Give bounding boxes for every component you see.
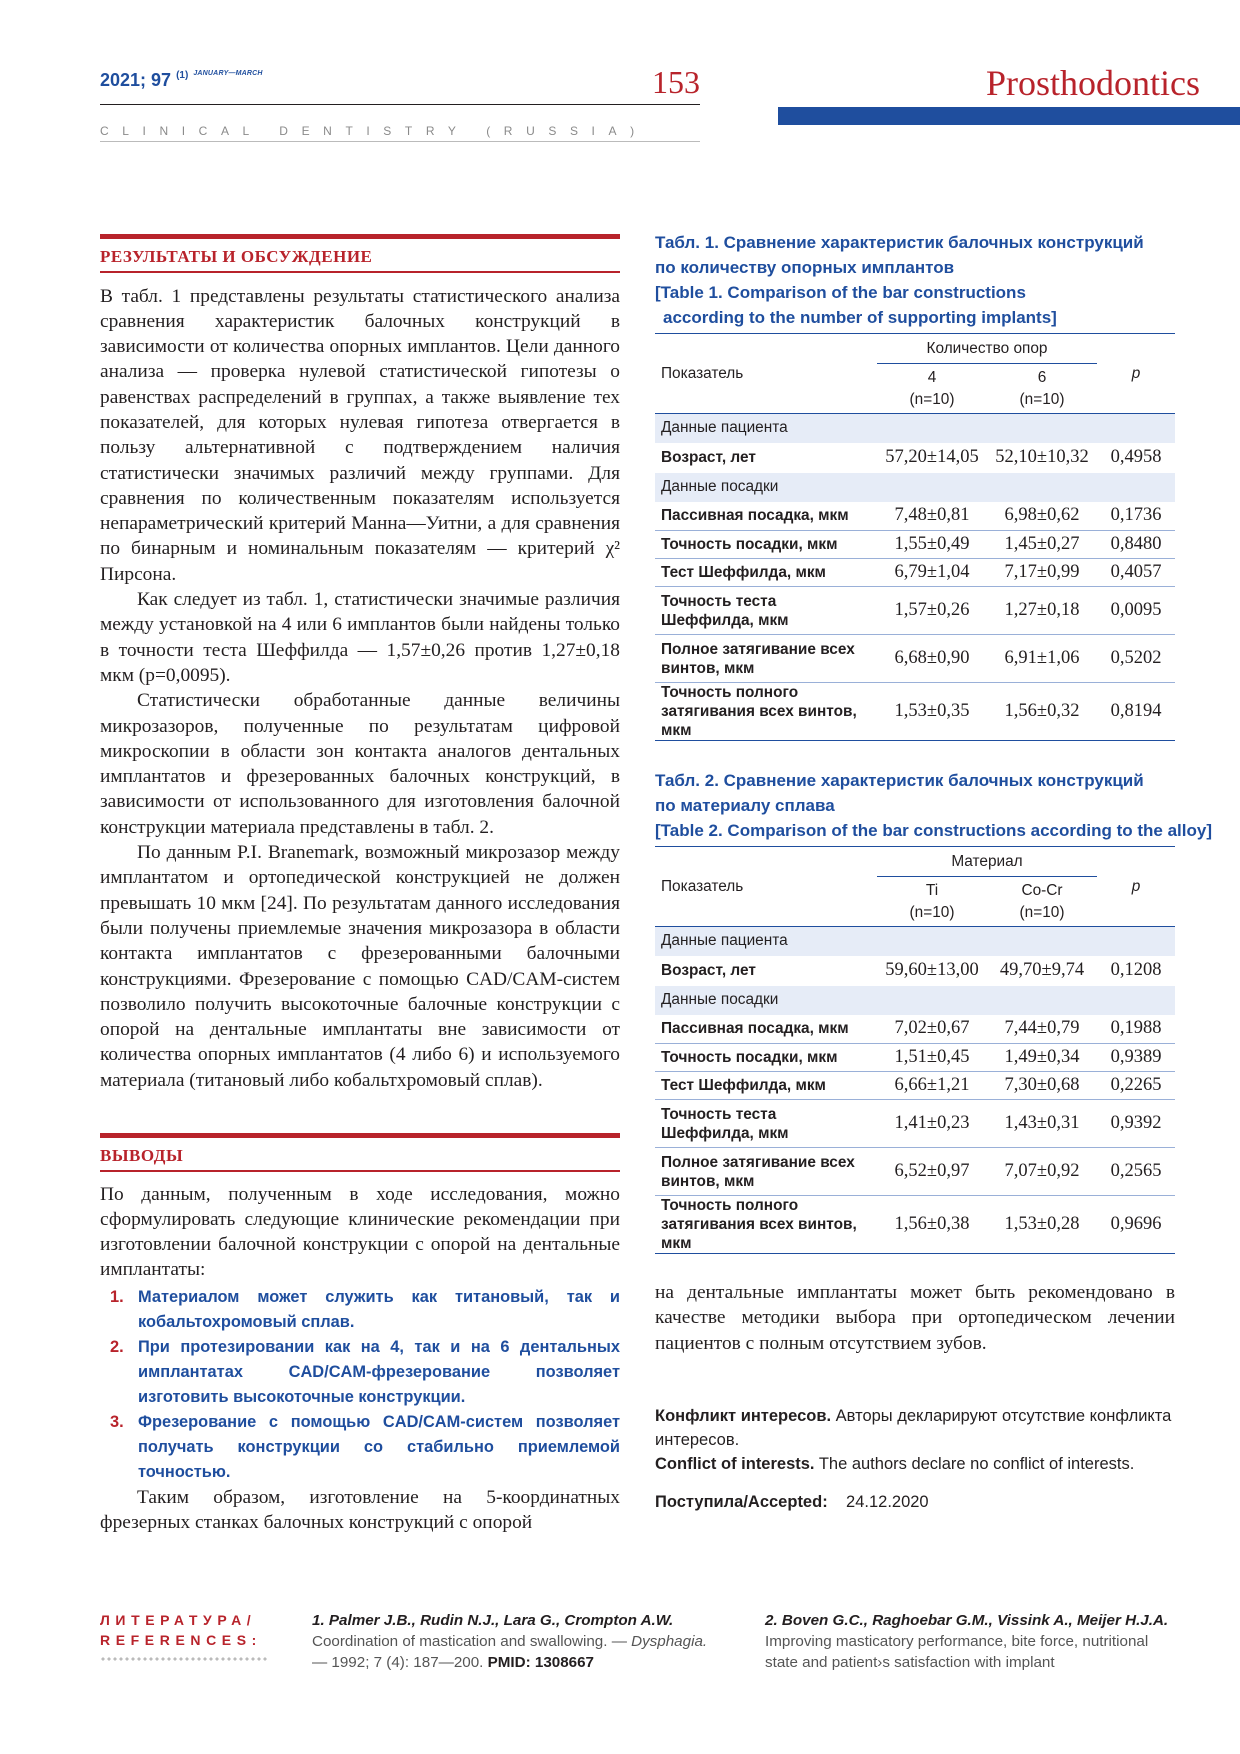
table-row: Возраст, лет 59,60±13,00 49,70±9,74 0,1208 <box>661 960 1162 980</box>
conclusions-list <box>100 1285 620 1485</box>
references-dots <box>100 1656 268 1662</box>
references-heading: ЛИТЕРАТУРА/ REFERENCES: <box>100 1612 262 1648</box>
table-row: Возраст, лет 57,20±14,05 52,10±10,32 0,4958 <box>661 447 1162 467</box>
column-header-indicator: Показатель <box>655 847 877 927</box>
section-rule <box>100 234 620 239</box>
conclusions-intro: По данным, полученным в ходе исследования, можно сформулировать следующие клинические рекомендации при изготовлении балочной конструкции с опорой на дентальные имплантаты: <box>100 1183 620 1281</box>
results-paragraph-3: Статистически обработанные данные величины микрозазоров, полученные по результатам цифровой микроскопии в области зон контакта аналогов дентальных имплантатов и фрезерованных балочных конструкций, в зависимости от использованного для изготовления балочной конструкции материала представлены в табл. 2. <box>100 690 620 838</box>
group-row-fit: Данные посадки <box>655 473 1175 502</box>
accepted-date: Поступила/Accepted: 24.12.2020 <box>655 1493 929 1511</box>
table-row: Полное затягивание всех винтов, мкм 6,68±0,90 6,91±1,06 0,5202 <box>655 635 1175 683</box>
list-item: 2. При протезировании как на 4, так и на 6 дентальных имплантатах CAD/CAM-фрезерование позволяет изготовить высокоточные конструкции. <box>110 1337 620 1406</box>
conflict-en: Conflict of interests. The authors declare no conflict of interests. <box>655 1455 1135 1473</box>
section-rule-thin <box>100 271 620 273</box>
results-section <box>100 234 620 1093</box>
column-group-header: Количество опор <box>877 334 1097 364</box>
column-header-p: p <box>1097 334 1175 414</box>
issue-number: (1) <box>176 70 189 81</box>
table-row: Точность посадки, мкм 1,55±0,49 1,45±0,27 0,8480 <box>655 531 1175 559</box>
list-item: 1. Материалом может служить как титановый, так и кобальтохромовый сплав. <box>110 1287 620 1331</box>
group-row-patient: Данные пациента <box>655 927 1175 956</box>
results-paragraph-1: В табл. 1 представлены результаты статистического анализа сравнения характеристик балочных конструкций в зависимости от количества опорных имплантов. Цели данного анализа — проверка нулевой статистической гипотезы о равенствах распределений в группах, а также выявление тех показателей, для которых нулевая гипотеза отвергается в пользу альтернативной с подтверждением наличия статистически значимых различий между группами. Для сравнения по количественным показателям используется непараметрический критерий Манна—Уитни, а для сравнения по бинарным и номинальным показателям — критерий χ² Пирсона. <box>100 285 620 585</box>
journal-name: CLINICAL DENTISTRY (RUSSIA) <box>100 124 648 138</box>
table2 <box>655 846 1175 1254</box>
results-heading: РЕЗУЛЬТАТЫ И ОБСУЖДЕНИЕ <box>100 247 373 266</box>
table2-caption: Табл. 2. Сравнение характеристик балочных конструкций по материалу сплава [Table 2. Comparison of the bar constructions according to the alloy] <box>655 771 1212 840</box>
results-paragraph-2: Как следует из табл. 1, статистически значимые различия между установкой на 4 или 6 имплантов были найдены только в точности теста Шеффилда — 1,57±0,26 против 1,27±0,18 мкм (p=0,0095). <box>100 589 620 686</box>
table1 <box>655 333 1175 741</box>
column-header-b: Co-Cr (n=10) <box>1019 881 1065 921</box>
header-rule-2 <box>100 141 700 142</box>
table-row: Полное затягивание всех винтов, мкм 6,52±0,97 7,07±0,92 0,2565 <box>655 1148 1175 1196</box>
header-rule <box>100 104 700 105</box>
column-group-header: Материал <box>877 847 1097 877</box>
group-row-patient: Данные пациента <box>655 414 1175 443</box>
table-row: Точность полного затягивания всех винтов, мкм 1,56±0,38 1,53±0,28 0,9696 <box>655 1196 1175 1254</box>
conclusions-heading: ВЫВОДЫ <box>100 1146 184 1165</box>
section-color-bar <box>778 107 1240 125</box>
section-title: Prosthodontics <box>985 63 1200 103</box>
page-number: 153 <box>652 64 700 100</box>
list-item: 3. Фрезерование с помощью CAD/CAM-систем позволяет получать конструкции со стабильно приемлемой точностью. <box>110 1412 620 1481</box>
conclusions-section <box>100 1133 620 1535</box>
table-row: Точность полного затягивания всех винтов, мкм 1,53±0,35 1,56±0,32 0,8194 <box>655 683 1175 741</box>
conflict-of-interests <box>655 1404 1195 1514</box>
year-volume: 2021; 97 <box>100 70 172 90</box>
group-row-fit: Данные посадки <box>655 986 1175 1015</box>
table-row: Тест Шеффилда, мкм 6,66±1,21 7,30±0,68 0,2265 <box>655 1072 1175 1100</box>
column-header-a: 4 (n=10) <box>909 368 955 408</box>
column-header-p: p <box>1097 847 1175 927</box>
table-row: Точность посадки, мкм 1,51±0,45 1,49±0,34 0,9389 <box>655 1044 1175 1072</box>
journal-year-volume <box>100 70 263 91</box>
table1-caption: Табл. 1. Сравнение характеристик балочных конструкций по количеству опорных имплантов [Table 1. Comparison of the bar constructions according to the number of supporting implants] <box>655 233 1144 327</box>
column-header-a: Ti (n=10) <box>909 881 955 921</box>
results-paragraph-4: По данным P.I. Branemark, возможный микрозазор между имплантатом и ортопедической конструкцией не должен превышать 10 мкм [24]. По результатам данного исследования были получены приемлемые значения микрозазора в области контакта имплантатов с фрезерованными балочными конструкциями. Фрезерование с помощью CAD/CAM-систем позволило получить высокоточные балочные конструкции с опорой на дентальные имплантаты вне зависимости от количества опорных имплантатов (4 либо 6) и используемого материала (титановый либо кобальтхромовый сплав). <box>100 842 620 1091</box>
table-row: Точность теста Шеффилда, мкм 1,41±0,23 1,43±0,31 0,9392 <box>655 1100 1175 1148</box>
results-body <box>100 284 620 1094</box>
section-rule <box>100 1133 620 1138</box>
conclusions-final: Таким образом, изготовление на 5-координатных фрезерных станках балочных конструкций с опорой <box>100 1486 620 1533</box>
conflict-ru: Конфликт интересов. Авторы декларируют отсутствие конфликта интересов. <box>655 1407 1172 1449</box>
issue-months: JANUARY—MARCH <box>193 70 263 77</box>
column-header-b: 6 (n=10) <box>1019 368 1065 408</box>
reference-1: 1. Palmer J.B., Rudin N.J., Lara G., Crompton A.W. Coordination of mastication and swallowing. — Dysphagia. — 1992; 7 (4): 187—200. PMID: 1308667 <box>312 1612 708 1671</box>
conclusions-continuation: на дентальные имплантаты может быть рекомендовано в качестве методики выбора при ортопедическом лечении пациентов с полным отсутствием зубов. <box>655 1282 1175 1354</box>
table-row: Пассивная посадка, мкм 7,02±0,67 7,44±0,79 0,1988 <box>655 1015 1175 1044</box>
reference-2: 2. Boven G.C., Raghoebar G.M., Vissink A., Meijer H.J.A. Improving masticatory performance, bite force, nutritional state and patient›s satisfaction with implant <box>765 1612 1169 1671</box>
column-header-indicator: Показатель <box>655 334 877 414</box>
table-row: Точность теста Шеффилда, мкм 1,57±0,26 1,27±0,18 0,0095 <box>655 587 1175 635</box>
section-rule-thin <box>100 1170 620 1172</box>
table-row: Тест Шеффилда, мкм 6,79±1,04 7,17±0,99 0,4057 <box>655 559 1175 587</box>
table-row: Пассивная посадка, мкм 7,48±0,81 6,98±0,62 0,1736 <box>655 502 1175 531</box>
